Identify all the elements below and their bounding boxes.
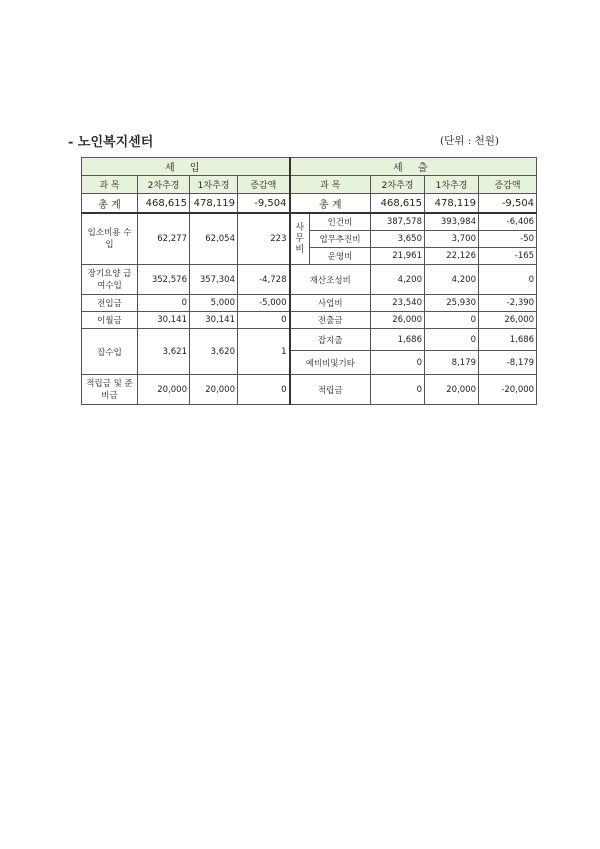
- expense-section-header: 세 출: [290, 158, 537, 176]
- expense-total-col2: 468,615: [371, 194, 425, 214]
- expense-col2: 26,000: [371, 312, 425, 329]
- income-col1-header: 1차추경: [190, 176, 238, 194]
- expense-label: 적립금: [290, 375, 371, 405]
- admin-group-label: 사 무 비: [290, 213, 310, 265]
- income-diff: 1: [238, 329, 290, 375]
- expense-diff: -8,179: [479, 351, 537, 375]
- income-label: 입소비용 수입: [82, 213, 138, 265]
- income-label: 이월금: [82, 312, 138, 329]
- income-col2-header: 2차추경: [138, 176, 190, 194]
- income-section-header: 세 입: [82, 158, 290, 176]
- expense-label: 운영비: [310, 248, 371, 265]
- expense-col2: 23,540: [371, 295, 425, 312]
- expense-col1-header: 1차추경: [425, 176, 479, 194]
- income-col2: 0: [138, 295, 190, 312]
- income-label: 잡수입: [82, 329, 138, 375]
- expense-diff: 0: [479, 265, 537, 295]
- expense-col1: 25,930: [425, 295, 479, 312]
- income-diff: 0: [238, 375, 290, 405]
- income-col2: 3,621: [138, 329, 190, 375]
- expense-col2: 3,650: [371, 231, 425, 248]
- expense-item-header: 과 목: [290, 176, 371, 194]
- expense-col1: 4,200: [425, 265, 479, 295]
- header-row-sections: [82, 158, 537, 176]
- total-row: [82, 194, 537, 214]
- expense-diff: 26,000: [479, 312, 537, 329]
- income-diff: -5,000: [238, 295, 290, 312]
- income-col1: 3,620: [190, 329, 238, 375]
- expense-label: 재산조성비: [290, 265, 371, 295]
- section-title: - 노인복지센터: [68, 135, 154, 150]
- table-row: [82, 375, 537, 405]
- income-total-label: 총 계: [82, 194, 138, 214]
- budget-table: [81, 157, 537, 405]
- expense-col2: 4,200: [371, 265, 425, 295]
- expense-label: 사업비: [290, 295, 371, 312]
- expense-col1: 393,984: [425, 213, 479, 231]
- expense-diff: -2,390: [479, 295, 537, 312]
- expense-col1: 0: [425, 312, 479, 329]
- income-diff-header: 증감액: [238, 176, 290, 194]
- expense-label: 인건비: [310, 213, 371, 231]
- expense-label: 전출금: [290, 312, 371, 329]
- expense-diff: -165: [479, 248, 537, 265]
- income-col1: 5,000: [190, 295, 238, 312]
- income-total-col2: 468,615: [138, 194, 190, 214]
- income-label: 적립금 및 준비금: [82, 375, 138, 405]
- income-label: 전입금: [82, 295, 138, 312]
- expense-col1: 22,126: [425, 248, 479, 265]
- income-diff: 0: [238, 312, 290, 329]
- expense-col2: 21,961: [371, 248, 425, 265]
- income-label: 장기요양 급여수입: [82, 265, 138, 295]
- income-item-header: 과 목: [82, 176, 138, 194]
- expense-col1: 0: [425, 329, 479, 351]
- expense-total-label: 총 계: [290, 194, 371, 214]
- expense-col1: 8,179: [425, 351, 479, 375]
- income-col2: 30,141: [138, 312, 190, 329]
- expense-diff-header: 증감액: [479, 176, 537, 194]
- expense-label: 업무추진비: [310, 231, 371, 248]
- income-col1: 62,054: [190, 213, 238, 265]
- income-col2: 352,576: [138, 265, 190, 295]
- expense-col2: 387,578: [371, 213, 425, 231]
- expense-label: 예비비및기타: [290, 351, 371, 375]
- income-col1: 20,000: [190, 375, 238, 405]
- expense-col2-header: 2차추경: [371, 176, 425, 194]
- expense-col2: 0: [371, 351, 425, 375]
- table-row: [82, 295, 537, 312]
- expense-diff: 1,686: [479, 329, 537, 351]
- expense-col2: 0: [371, 375, 425, 405]
- expense-total-diff: -9,504: [479, 194, 537, 214]
- expense-diff: -50: [479, 231, 537, 248]
- expense-total-col1: 478,119: [425, 194, 479, 214]
- header-row-columns: [82, 176, 537, 194]
- income-total-col1: 478,119: [190, 194, 238, 214]
- expense-diff: -20,000: [479, 375, 537, 405]
- income-total-diff: -9,504: [238, 194, 290, 214]
- income-diff: -4,728: [238, 265, 290, 295]
- table-row: [82, 329, 537, 351]
- table-row: [82, 312, 537, 329]
- income-col1: 357,304: [190, 265, 238, 295]
- income-col1: 30,141: [190, 312, 238, 329]
- table-row: [82, 213, 537, 231]
- table-row: [82, 265, 537, 295]
- expense-col1: 3,700: [425, 231, 479, 248]
- expense-col1: 20,000: [425, 375, 479, 405]
- income-diff: 223: [238, 213, 290, 265]
- expense-diff: -6,406: [479, 213, 537, 231]
- expense-col2: 1,686: [371, 329, 425, 351]
- income-col2: 62,277: [138, 213, 190, 265]
- expense-label: 잡지출: [290, 329, 371, 351]
- unit-label: (단위 : 천원): [440, 135, 499, 147]
- income-col2: 20,000: [138, 375, 190, 405]
